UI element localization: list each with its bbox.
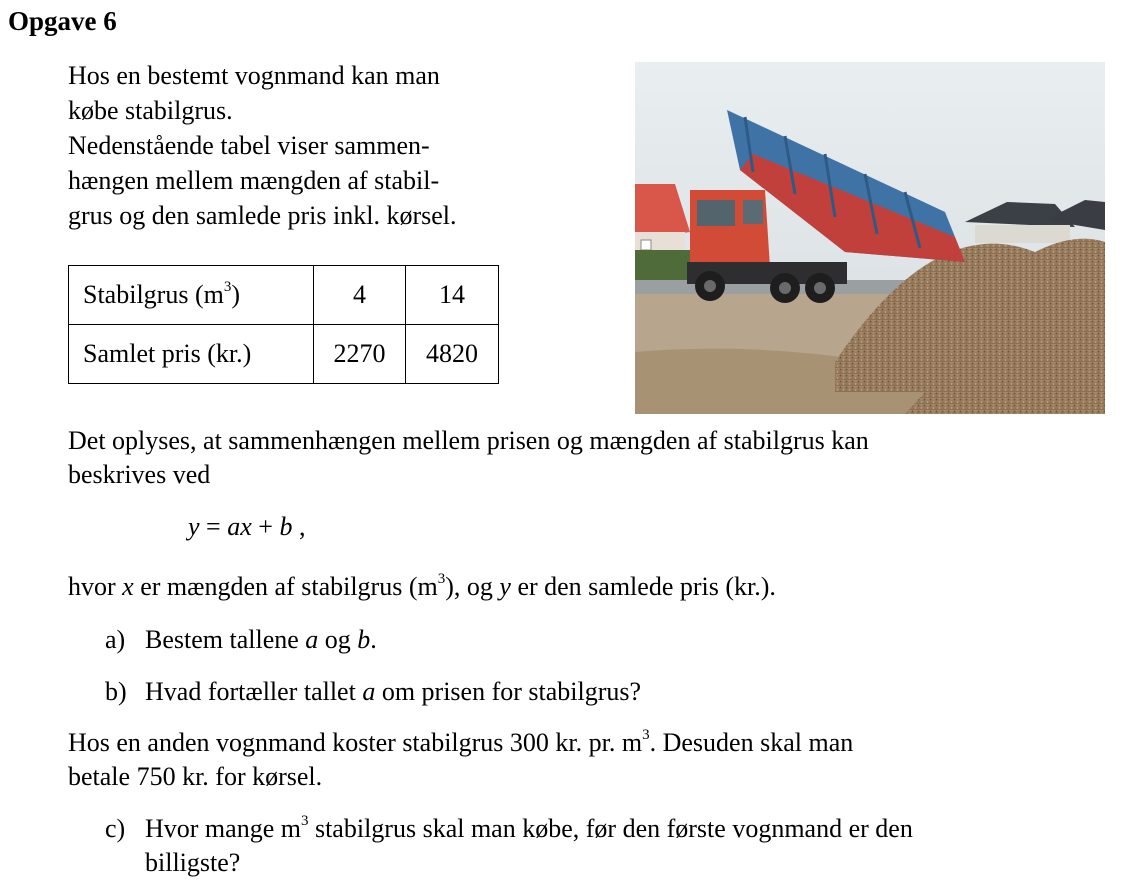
- other-haulier-text: Hos en anden vognmand koster stabilgrus 300 kr. pr. $m^3$. Desuden skal man betale 750 kr. for kørsel.: [68, 727, 854, 791]
- table-cell: 14: [406, 266, 499, 325]
- table-row: [69, 266, 499, 325]
- relation-description: Det oplyses, at sammenhængen mellem prisen og mængden af stabilgrus kan beskrives ved: [68, 426, 869, 489]
- table-cell: 2270: [314, 325, 406, 384]
- intro-line: Hos en bestemt vognmand kan man: [68, 61, 440, 90]
- intro-line: grus og den samlede pris inkl. kørsel.: [68, 201, 457, 230]
- question-b: b) Hvad fortæller tallet a om prisen for stabilgrus?: [105, 677, 642, 706]
- price-table: [68, 265, 499, 384]
- exercise-title: Opgave 6: [8, 6, 117, 36]
- table-cell: 4820: [406, 325, 499, 384]
- question-c: c) Hvor mange $m^3$ stabilgrus skal man købe, før den første vognmand er den billigste?: [105, 813, 913, 877]
- intro-line: Nedenstående tabel viser sammen-: [68, 131, 430, 160]
- linear-equation: y = ax + b ,: [188, 512, 306, 541]
- intro-line: købe stabilgrus.: [68, 96, 233, 125]
- dump-truck-photo: [635, 62, 1105, 414]
- row-header-gravel: Stabilgrus $(m^3)$: [69, 266, 314, 325]
- variable-definition: hvor x er mængden af stabilgrus $(m^3)$, og y er den samlede pris (kr.).: [68, 571, 776, 601]
- row-header-price: Samlet pris (kr.): [69, 325, 314, 384]
- question-a: a) Bestem tallene a og b.: [105, 625, 377, 654]
- table-cell: 4: [314, 266, 406, 325]
- table-row: [69, 325, 499, 384]
- intro-line: hængen mellem mængden af stabil-: [68, 166, 440, 195]
- intro-text: [68, 58, 588, 233]
